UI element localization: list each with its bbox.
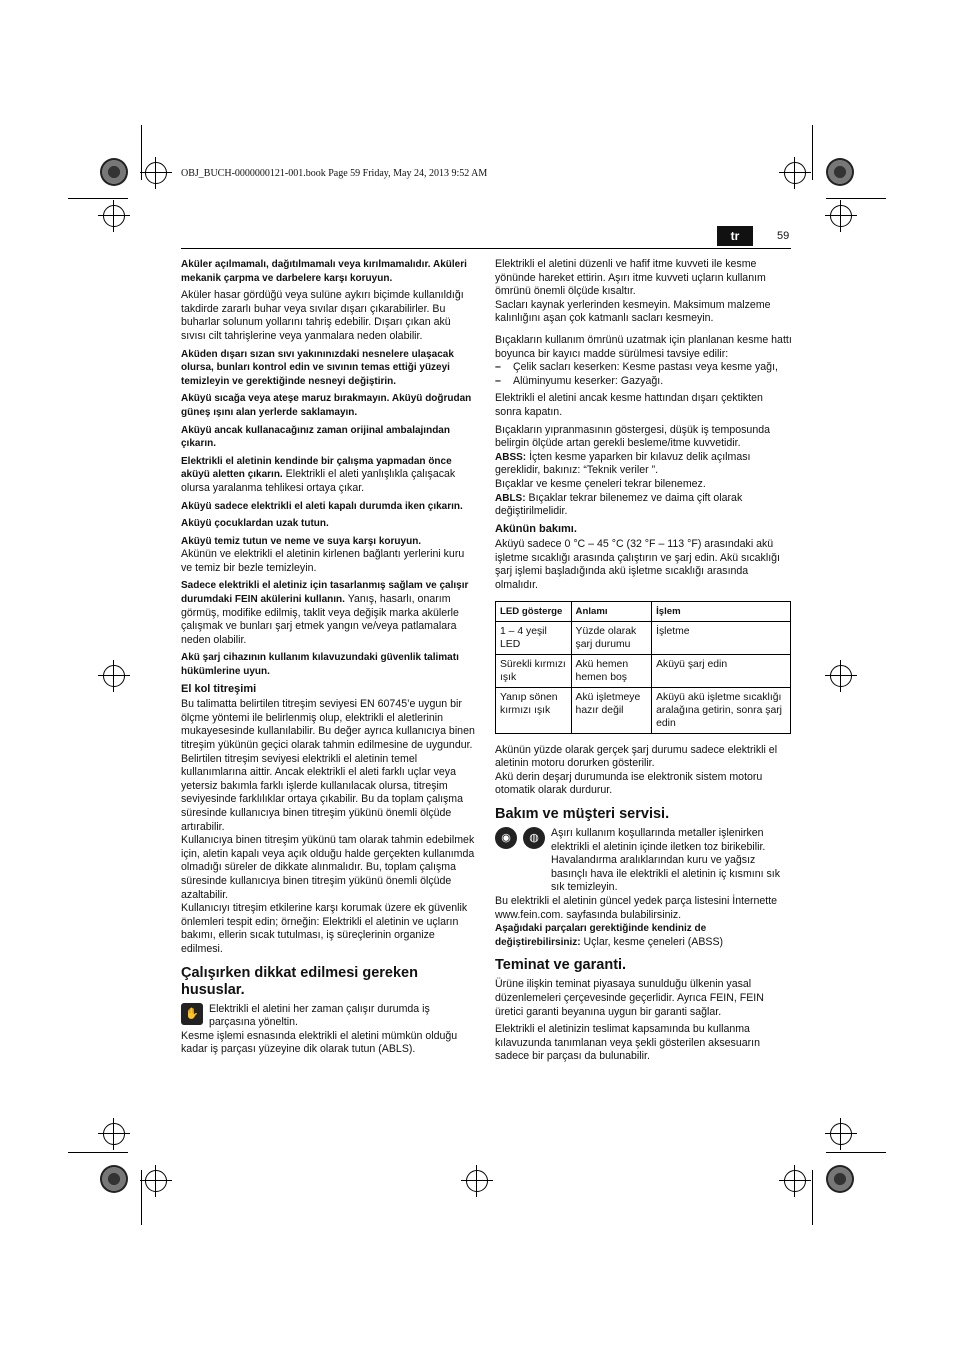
table-cell: 1 – 4 yeşil LED [496, 621, 572, 654]
icon-paragraph: ✋ Elektrikli el aletini her zaman çalışır durumda iş parçasına yöneltin. [181, 1003, 478, 1030]
table-header: İşlem [652, 601, 791, 621]
left-column [181, 258, 478, 1061]
paragraph: Elektrikli el aletinizin teslimat kapsamında bu kullanma kılavuzunda tanımlanan veya şekli gösterilen aksesuarın sadece bir parçası da bulunabilir. [495, 1023, 760, 1063]
paragraph: Elektrikli el aletini ancak kesme hattından dışarı çektikten sonra kapatın. [495, 392, 763, 418]
print-header: OBJ_BUCH-0000000121-001.book Page 59 Friday, May 24, 2013 9:52 AM [181, 168, 488, 179]
table-cell: Sürekli kırmızı ışık [496, 654, 572, 687]
table-row [496, 621, 791, 654]
section-heading: Teminat ve garanti. [495, 957, 627, 974]
crosshair-mark [103, 205, 125, 227]
table-cell: Yanıp sönen kırmızı ışık [496, 687, 572, 733]
paragraph: Akü şarj cihazının kullanım kılavuzundaki güvenlik talimatı hükümlerine uyun. [181, 652, 459, 678]
crosshair-mark [784, 1170, 806, 1192]
paragraph: Bıçaklar ve kesme çeneleri tekrar bilenemez. [495, 477, 706, 490]
crop-mark [826, 1152, 886, 1153]
crop-mark [68, 198, 128, 199]
paragraph: Aküyü çocuklardan uzak tutun. [181, 518, 329, 530]
paragraph: Sadece elektrikli el aletiniz için tasarlanmış sağlam ve çalışır durumdaki FEIN akülerini kullanın. Yanış, hasarlı, onarım görmüş, modifike edilmiş, taklit veya değişik marka akülerle çalışmak ve bunları şarj etmek yangın ve/veya patlamalara neden olabilir. [181, 580, 469, 646]
section-heading: Çalışırken dikkat edilmesi gereken hususlar. [181, 964, 418, 998]
language-tab: tr [717, 226, 753, 246]
crop-mark [141, 1170, 142, 1225]
paragraph: Aküyü ancak kullanacağınız zaman orijinal ambalajından çıkarın. [181, 424, 450, 450]
paragraph: Ürüne ilişkin teminat piyasaya sunulduğu ülkenin yasal düzenlemeleri çerçevesinde geçerlidir. Ayrıca FEIN, FEIN üretici garanti beyanına uygun bir garanti sağlar. [495, 978, 764, 1018]
crosshair-mark [830, 1123, 852, 1145]
crosshair-mark [784, 162, 806, 184]
table-row [496, 654, 791, 687]
paragraph: Sacları kaynak yerlerinden kesmeyin. Maksimum malzeme kalınlığını aşan çok katmanlı sacları kesmeyin. [495, 298, 771, 325]
paragraph: Aküyü sadece 0 °C – 45 °C (32 °F – 113 °F) arasındaki akü işletme sıcaklığı arasında çalıştırın ve şarj edin. Akü sıcaklığı şarj işlemi başladığında akü işletme sıcaklığı arasında olmalıdır. [495, 538, 780, 592]
paragraph: Aküden dışarı sızan sıvı yakınınızdaki nesnelere ulaşacak olursa, bunları kontrol edin ve sıvının temas ettiği yüzeyi temizleyin ve gerektiğinde nesneyi değiştirin. [181, 348, 454, 387]
crop-mark [826, 198, 886, 199]
dash-list [495, 361, 792, 388]
crosshair-mark [830, 205, 852, 227]
paragraph: Bıçakların kullanım ömrünü uzatmak için planlanan kesme hattı boyunca bir kayıcı madde sürülmesi tavsiye edilir: [495, 333, 792, 360]
registration-disc [826, 1165, 854, 1193]
registration-disc [100, 158, 128, 186]
paragraph: ABSS: İçten kesme yaparken bir kılavuz delik açılması gereklidir, bakınız: “Teknik veriler ”. [495, 450, 751, 477]
crop-mark [141, 125, 142, 180]
table-cell: Akü işletmeye hazır değil [571, 687, 652, 733]
paragraph: Kullanıcıya binen titreşim yükünü tam olarak tahmin edebilmek için, aletin kapalı veya açık olduğu halde gerçekten kullanımda olmadığı süreler de dikkate alınmalıdır. Bu, toplam çalışma süresinde kullanıcıya binen titreşim yükünü önemli ölçüde azaltabilir. [181, 834, 475, 901]
goggles-icon: ◉ [495, 827, 517, 849]
paragraph: Kesme işlemi esnasında elektrikli el aletini mümkün olduğu kadar iş parçası yüzeyine dik olarak tutun (ABLS). [181, 1029, 458, 1056]
section-heading: El kol titreşimi [181, 682, 257, 695]
paragraph: Aküler hasar gördüğü veya sulüne aykırı biçimde kullanıldığı takdirde zararlı buhar veya sıvılar dışarı çıkarabilirler. Bu buharlar solunum yollarını tahriş edebilir. Dışarı çıkan akü sıvısı cilt tahrişlerine veya yanmalara neden olabilir. [181, 289, 464, 342]
paragraph: Akü derin deşarj durumunda ise elektronik sistem motoru otomatik olarak durdurur. [495, 770, 763, 797]
registration-disc [100, 1165, 128, 1193]
table-cell: Yüzde olarak şarj durumu [571, 621, 652, 654]
list-item: – Çelik sacları keserken: Kesme pastası veya kesme yağı, [495, 361, 792, 375]
table-cell: Akü hemen hemen boş [571, 654, 652, 687]
paragraph: Belirtilen titreşim seviyesi elektrikli el aletinin temel kullanımlarına aittir. Ancak elektrikli el aleti farklı uçlar veya yetersiz bakımla farklı işlerde kullanılacak olursa, titreşim seviyesinde farklılıklar ortaya çıkabilir. Bu da toplam çalışma süresinde kullanıcıya binen titreşim yükünü önemli ölçüde artırabilir. [181, 752, 464, 833]
paragraph: Aküyü sıcağa veya ateşe maruz bırakmayın. Aküyü doğrudan güneş ışını alan yerlerde saklamayın. [181, 393, 472, 418]
icon-paragraph: ◉ ◍ Aşırı kullanım koşullarında metaller işlenirken elektrikli el aletinin içinde iletken toz birikebilir. Havalandırma aralıklarından kuru ve yağsız basınçlı hava ile elektrikli el aletinin iç kısmını sık sık temizleyin. [495, 827, 792, 895]
paragraph: Bu elektrikli el aletinin güncel yedek parça listesini İnternette www.fein.com. sayfasında bulabilirsiniz. [495, 895, 778, 921]
table-row [496, 687, 791, 733]
page-number: 59 [777, 230, 790, 242]
paragraph: Aşağıdaki parçaları gerektiğinde kendiniz de değiştirebilirsiniz: Uçlar, kesme çeneleri (ABSS) [495, 923, 724, 948]
table-cell: Aküyü şarj edin [652, 654, 791, 687]
table-header: Anlamı [571, 601, 652, 621]
crosshair-mark [830, 665, 852, 687]
crosshair-mark [103, 1123, 125, 1145]
paragraph: Aküyü temiz tutun ve neme ve suya karşı koruyun. Akünün ve elektrikli el aletinin kirlenen bağlantı yerlerini kuru ve temiz bir bezle temizleyin. [181, 535, 465, 574]
crosshair-mark [103, 665, 125, 687]
header-rule [181, 248, 791, 249]
section-heading: Akünün bakımı. [495, 522, 577, 535]
table-cell: İşletme [652, 621, 791, 654]
hand-warning-icon: ✋ [181, 1003, 203, 1025]
paragraph: Akünün yüzde olarak gerçek şarj durumu sadece elektrikli el aletinin motoru dorurken gösterilir. [495, 743, 778, 770]
list-item: – Alüminyumu keserker: Gazyağı. [495, 375, 792, 389]
paragraph: Aküyü sadece elektrikli el aleti kapalı durumda iken çıkarın. [181, 500, 463, 512]
dust-mask-icon: ◍ [523, 827, 545, 849]
crosshair-mark [466, 1170, 488, 1192]
crosshair-mark [145, 162, 167, 184]
led-table [495, 601, 791, 734]
paragraph: Elektrikli el aletinin kendinde bir çalışma yapmadan önce aküyü aletten çıkarın. Elektrikli el aleti yanlışlıkla çalışacak olursa yaralanma tehlikesi ortaya çıkar. [181, 455, 456, 494]
table-header: LED gösterge [496, 601, 572, 621]
table-header-row [496, 601, 791, 621]
paragraph: Bıçakların yıpranmasının göstergesi, düşük iş temposunda belirgin ölçüde artan gerekli besleme/itme kuvvetidir. [495, 423, 770, 450]
paragraph: ABLS: Bıçaklar tekrar bilenemez ve daima çift olarak değiştirilmelidir. [495, 491, 743, 518]
crop-mark [812, 125, 813, 180]
paragraph: Elektrikli el aletini düzenli ve hafif itme kuvveti ile kesme yönünde hareket ettirin. Aşırı itme kuvveti uçların kullanım ömrünü önemli ölçüde kısaltır. [495, 258, 766, 298]
right-column [495, 258, 792, 1068]
paragraph: Bu talimatta belirtilen titreşim seviyesi EN 60745’e uygun bir ölçme yöntemi ile belirlenmiş olup, elektrikli el aletlerinin mukayesesinde kullanılabilir. Bu değer ayrıca kullanıcıya binen titreşim yükünün geçici olarak tahmin edilmesine de uygundur. [181, 698, 475, 751]
crosshair-mark [145, 1170, 167, 1192]
paragraph: Kullanıcıyı titreşim etkilerine karşı korumak üzere ek güvenlik önlemleri tespit edin; örneğin: Elektrikli el aletinin ve uçların bakımı, ellerin sıcak tutulması, iş süreçlerinin organize edilmesi. [181, 902, 468, 955]
crop-mark [812, 1170, 813, 1225]
table-cell: Aküyü akü işletme sıcaklığı aralağına getirin, sonra şarj edin [652, 687, 791, 733]
section-heading: Bakım ve müşteri servisi. [495, 806, 670, 823]
registration-disc [826, 158, 854, 186]
crop-mark [68, 1152, 128, 1153]
paragraph: Aküler açılmamalı, dağıtılmamalı veya kırılmamalıdır. Aküleri mekanik çarpma ve darbelere karşı koruyun. [181, 259, 467, 284]
